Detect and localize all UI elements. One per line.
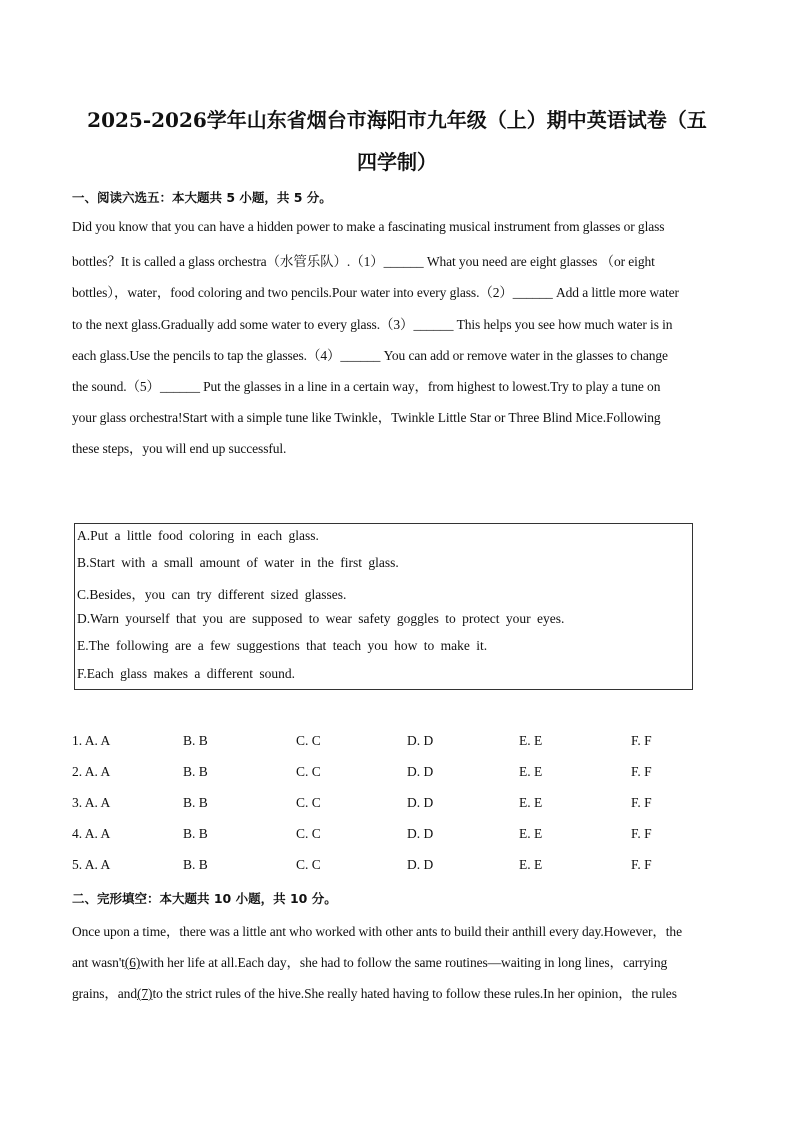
- choice-b[interactable]: B. B: [183, 826, 208, 841]
- question-row-3: [0, 795, 794, 815]
- choice-f[interactable]: F. F: [631, 857, 652, 872]
- cloze-line: [72, 951, 667, 971]
- passage-line: bottles），water，food coloring and two pencils.Pour water into every glass.（2）______ Add a little more water: [72, 285, 679, 300]
- cloze-line: Once upon a time，there was a little ant who worked with other ants to build their anthill every day.However，the: [72, 924, 682, 939]
- options-box: [74, 523, 693, 690]
- passage-line: bottles？It is called a glass orchestra（水管乐队）.（1）______ What you need are eight glasses （or eight: [72, 254, 655, 269]
- choice-e[interactable]: E. E: [519, 764, 543, 779]
- choice-b[interactable]: B. B: [183, 795, 208, 810]
- choice-a[interactable]: 2. A. A: [72, 764, 111, 779]
- question-row-5: [0, 857, 794, 877]
- blank-6[interactable]: (6): [124, 955, 141, 970]
- choice-b[interactable]: B. B: [183, 857, 208, 872]
- choice-e[interactable]: E. E: [519, 795, 543, 810]
- choice-d[interactable]: D. D: [407, 764, 434, 779]
- choice-d[interactable]: D. D: [407, 826, 434, 841]
- option-e: E.The following are a few suggestions that teach you how to make it.: [77, 638, 488, 653]
- passage-line: your glass orchestra!Start with a simple tune like Twinkle，Twinkle Little Star or Three Blind Mice.Following: [72, 410, 661, 425]
- question-row-1: [0, 733, 794, 753]
- choice-f[interactable]: F. F: [631, 764, 652, 779]
- question-row-4: [0, 826, 794, 846]
- passage-line: each glass.Use the pencils to tap the glasses.（4）______ You can add or remove water in the glasses to change: [72, 348, 668, 363]
- question-row-2: [0, 764, 794, 784]
- choice-b[interactable]: B. B: [183, 733, 208, 748]
- cloze-text: with her life at all.Each day，she had to follow the same routines—waiting in long lines，carrying: [140, 955, 668, 970]
- choice-e[interactable]: E. E: [519, 733, 543, 748]
- choice-f[interactable]: F. F: [631, 733, 652, 748]
- choice-a[interactable]: 1. A. A: [72, 733, 111, 748]
- blank-7[interactable]: (7): [136, 986, 153, 1001]
- choice-c[interactable]: C. C: [296, 857, 321, 872]
- option-a: A.Put a little food coloring in each glass.: [77, 528, 319, 543]
- cloze-text: grains，and: [72, 986, 137, 1001]
- passage-line: Did you know that you can have a hidden power to make a fascinating musical instrument from glasses or glass: [72, 219, 665, 234]
- choice-c[interactable]: C. C: [296, 826, 321, 841]
- page-title-line2: 四学制）: [357, 150, 437, 174]
- choice-f[interactable]: F. F: [631, 795, 652, 810]
- choice-d[interactable]: D. D: [407, 733, 434, 748]
- option-f: F.Each glass makes a different sound.: [77, 666, 295, 681]
- passage-line: these steps，you will end up successful.: [72, 441, 287, 456]
- passage-line: the sound.（5）______ Put the glasses in a line in a certain way，from highest to lowest.Try to play a tune on: [72, 379, 661, 394]
- choice-c[interactable]: C. C: [296, 764, 321, 779]
- choice-b[interactable]: B. B: [183, 764, 208, 779]
- choice-a[interactable]: 4. A. A: [72, 826, 111, 841]
- choice-e[interactable]: E. E: [519, 826, 543, 841]
- choice-e[interactable]: E. E: [519, 857, 543, 872]
- option-b: B.Start with a small amount of water in the first glass.: [77, 555, 399, 570]
- section2-heading: 二、完形填空：本大题共 10 小题，共 10 分。: [72, 891, 337, 906]
- choice-d[interactable]: D. D: [407, 857, 434, 872]
- choice-c[interactable]: C. C: [296, 795, 321, 810]
- choice-c[interactable]: C. C: [296, 733, 321, 748]
- choice-a[interactable]: 3. A. A: [72, 795, 111, 810]
- passage-line: to the next glass.Gradually add some water to every glass.（3）______ This helps you see how much water is in: [72, 317, 673, 332]
- choice-f[interactable]: F. F: [631, 826, 652, 841]
- section1-heading: 一、阅读六选五：本大题共 5 小题，共 5 分。: [72, 190, 332, 205]
- cloze-line: [72, 982, 677, 1002]
- choice-d[interactable]: D. D: [407, 795, 434, 810]
- cloze-text: ant wasn't: [72, 955, 125, 970]
- page-title-line1: 2025-2026学年山东省烟台市海阳市九年级（上）期中英语试卷（五: [87, 108, 707, 132]
- choice-a[interactable]: 5. A. A: [72, 857, 111, 872]
- cloze-text: to the strict rules of the hive.She really hated having to follow these rules.In her opinion，the rules: [152, 986, 677, 1001]
- option-d: D.Warn yourself that you are supposed to wear safety goggles to protect your eyes.: [77, 611, 565, 626]
- option-c: C.Besides，you can try different sized glasses.: [77, 587, 347, 602]
